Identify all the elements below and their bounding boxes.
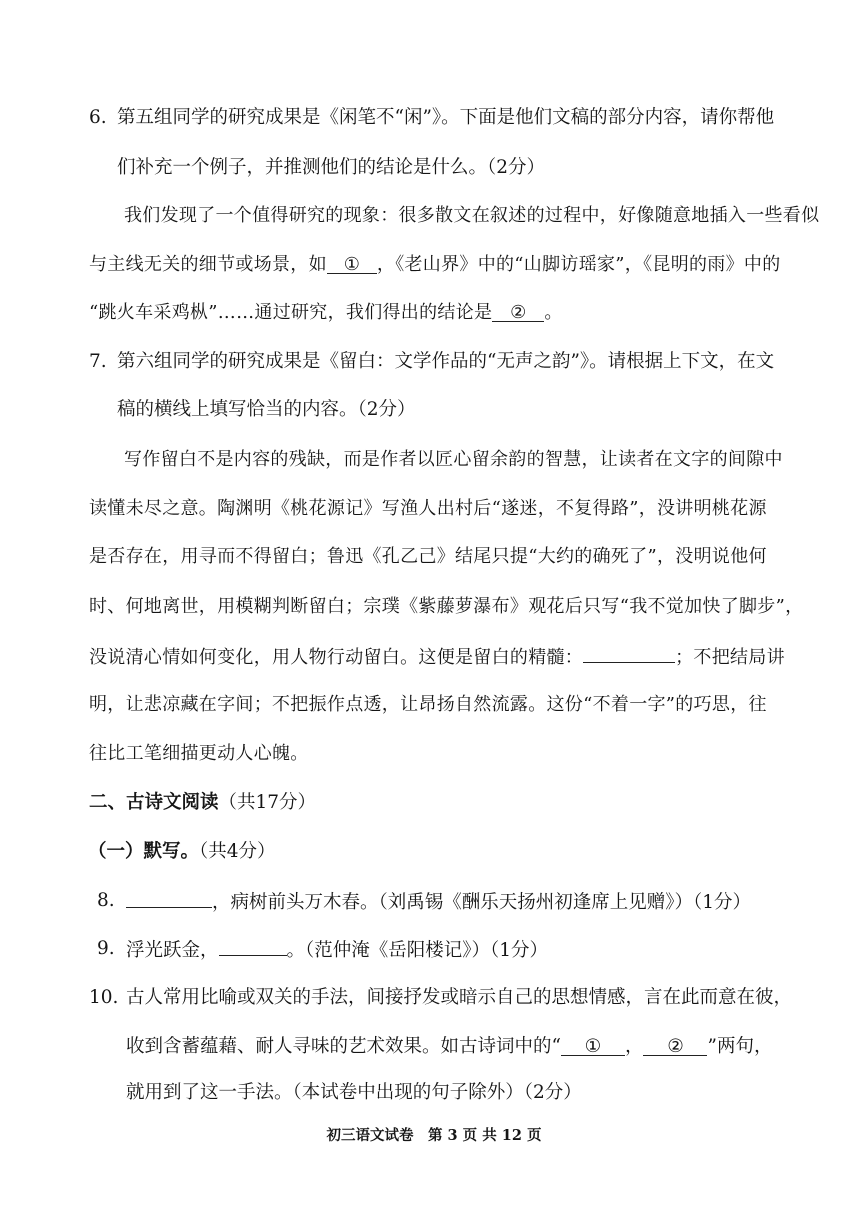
q10-line2-a: 收到含蓄蕴藉、耐人寻味的艺术效果。如古诗词中的“ [126,1036,561,1057]
q10-separator: ， [624,1036,644,1057]
q8-number: 8. [97,890,115,911]
section2-points: （共17分） [218,792,317,813]
q7-passage-line5 [89,644,785,670]
q6-stem-line1: 第五组同学的研究成果是《闲笔不“闲”》。下面是他们文稿的部分内容，请你帮他 [117,107,775,128]
q6-passage-line3 [89,301,563,325]
q10-line1: 古人常用比喻或双关的手法，间接抒发或暗示自己的思想情感，言在此而意在彼， [126,987,793,1008]
q8-text: ，病树前头万木春。（刘禹锡《酬乐天扬州初逢席上见赠》）（1分） [212,892,752,913]
q6-passage-line2-b: ，《老山界》中的“山脚访瑶家”，《昆明的雨》中的 [376,254,781,275]
subsection1-heading [88,840,276,864]
q10-number: 10. [89,987,119,1008]
q7-passage-line5-a: 没说清心情如何变化，用人物行动留白。这便是留白的精髓： [89,647,584,668]
q7-passage-line3: 是否存在，用寻而不得留白；鲁迅《孔乙己》结尾只提“大约的确死了”，没明说他何 [89,546,767,567]
q9-line [126,937,548,963]
q10-line2-b: ”两句， [707,1036,773,1057]
q7-passage-line1: 写作留白不是内容的残缺，而是作者以匠心留余韵的智慧，让读者在文字的间隙中 [124,449,783,470]
q7-passage-line5-b: ；不把结局讲 [675,647,785,668]
q6-passage-line1: 我们发现了一个值得研究的现象：很多散文在叙述的过程中，好像随意地插入一些看似 [124,205,820,226]
q6-number: 6. [89,107,107,128]
q7-stem-line2: 稿的横线上填写恰当的内容。（2分） [117,399,416,420]
q7-number: 7. [89,351,107,372]
q6-passage-line3-b: 。 [544,302,563,323]
q6-passage-line2 [89,253,781,277]
q10-line3: 就用到了这一手法。（本试卷中出现的句子除外）（2分） [126,1082,582,1103]
q8-answer-blank[interactable] [126,889,212,908]
q6-blank-1[interactable]: ① [327,255,377,274]
section2-title: 二、古诗文阅读 [89,792,219,813]
q6-passage-line3-a: “跳火车采鸡枞”……通过研究，我们得出的结论是 [89,302,493,323]
q6-blank-2[interactable]: ② [492,303,544,322]
q6-stem-line2: 们补充一个例子，并推测他们的结论是什么。（2分） [117,157,546,178]
page-footer: 初三语文试卷 第 3 页 共 12 页 [326,1127,542,1144]
q6-passage-line2-a: 与主线无关的细节或场景，如 [89,254,327,275]
q10-blank-2[interactable]: ② [643,1037,707,1056]
q7-passage-line6: 明，让悲凉藏在字间；不把振作点透，让昂扬自然流露。这份“不着一字”的巧思，往 [89,694,767,715]
q7-passage-line7: 往比工笔细描更动人心魄。 [89,743,309,764]
q9-prefix: 浮光跃金， [126,940,219,961]
subsection1-points: （共4分） [199,841,276,862]
q10-line2 [126,1035,772,1059]
q7-answer-blank[interactable] [583,644,675,663]
subsection1-label: （一）默写。 [88,841,200,862]
q8-line [126,889,751,915]
q9-number: 9. [97,938,115,959]
q7-passage-line4: 时、何地离世，用模糊判断留白；宗璞《紫藤萝瀑布》观花后只写“我不觉加快了脚步”， [89,596,804,617]
section2-heading [89,791,316,815]
q9-answer-blank[interactable] [219,937,287,956]
q7-passage-line2: 读懂未尽之意。陶渊明《桃花源记》写渔人出村后“遂迷，不复得路”，没讲明桃花源 [89,498,767,519]
q10-blank-1[interactable]: ① [561,1037,625,1056]
q7-stem-line1: 第六组同学的研究成果是《留白：文学作品的“无声之韵”》。请根据上下文，在文 [117,351,775,372]
q9-text: 。（范仲淹《岳阳楼记》）（1分） [286,940,549,961]
